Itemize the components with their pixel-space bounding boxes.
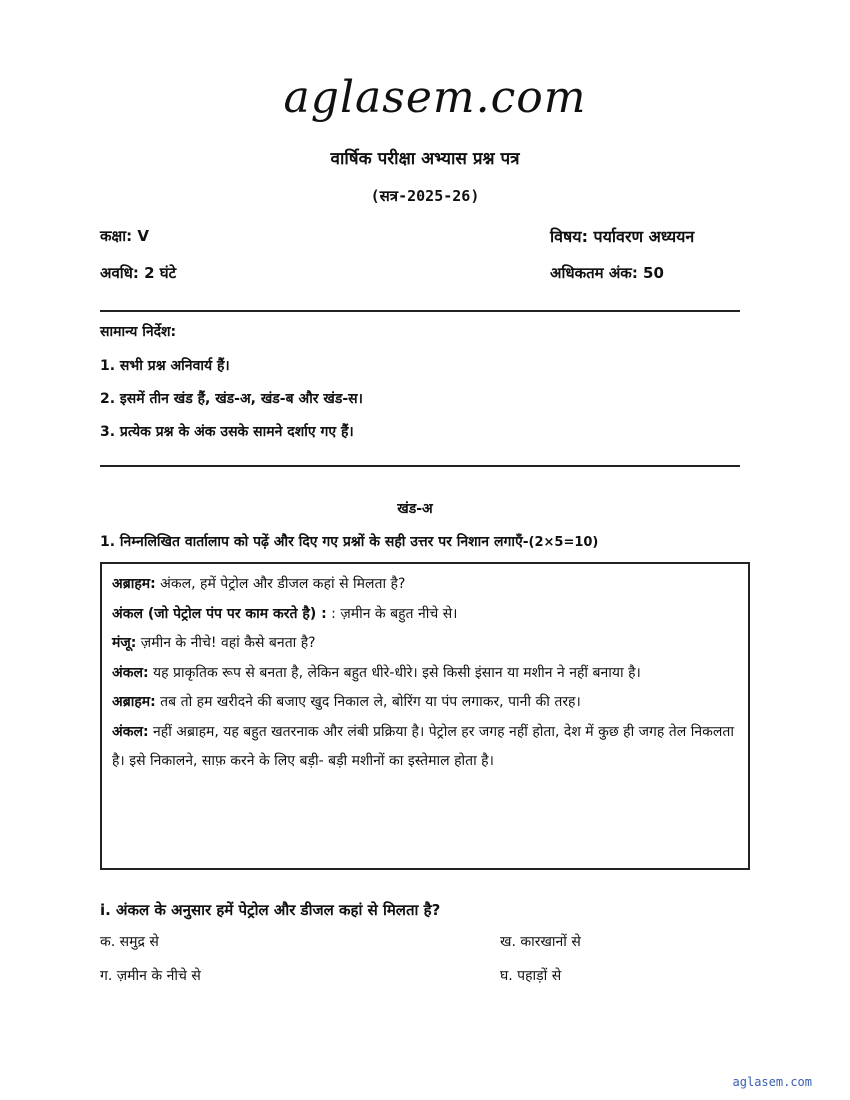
- option-a[interactable]: क. समुद्र से: [100, 934, 159, 950]
- divider: [100, 465, 740, 467]
- dialogue-line: [112, 570, 738, 600]
- sub-question: i. अंकल के अनुसार हमें पेट्रोल और डीजल कहां से मिलता है?: [100, 901, 441, 919]
- dialogue-line: [112, 659, 738, 689]
- line-text: ज़मीन के नीचे! वहां कैसे बनता है?: [136, 635, 316, 651]
- section-title: खंड-अ: [397, 501, 433, 517]
- dialogue-box: [100, 562, 750, 870]
- speaker: अब्राहम:: [112, 576, 156, 592]
- instruction-item: 1. सभी प्रश्न अनिवार्य हैं।: [100, 358, 230, 374]
- line-text: यह प्राकृतिक रूप से बनता है, लेकिन बहुत धीरे-धीरे। इसे किसी इंसान या मशीन ने नहीं बनाया है।: [148, 664, 641, 681]
- question-1: [100, 532, 598, 551]
- speaker: अंकल (जो पेट्रोल पंप पर काम करते है) :: [112, 605, 327, 622]
- question-text: 1. निम्नलिखित वार्तालाप को पढ़ें और दिए गए प्रश्नों के सही उत्तर पर निशान लगाएँ-: [100, 534, 529, 550]
- duration-label: अवधि: 2 घंटे: [100, 264, 177, 282]
- line-text: तब तो हम खरीदने की बजाए खुद निकाल ले, बोरिंग या पंप लगाकर, पानी की तरह।: [155, 694, 581, 710]
- instruction-item: 2. इसमें तीन खंड हैं, खंड-अ, खंड-ब और खंड-स।: [100, 391, 363, 407]
- max-marks-label: अधिकतम अंक: 50: [550, 264, 664, 282]
- option-b[interactable]: ख. कारखानों से: [500, 934, 581, 950]
- option-c[interactable]: ग. ज़मीन के नीचे से: [100, 968, 201, 984]
- speaker: मंजू:: [112, 635, 137, 651]
- instructions-heading: सामान्य निर्देश:: [100, 324, 177, 340]
- speaker: अब्राहम:: [112, 694, 156, 710]
- paper-title: वार्षिक परीक्षा अभ्यास प्रश्न पत्र: [330, 149, 520, 169]
- class-label: कक्षा: V: [100, 227, 149, 245]
- divider: [100, 310, 740, 312]
- speaker: अंकल:: [112, 664, 149, 681]
- session: (सत्र-2025-26): [370, 187, 480, 205]
- dialogue-line: [112, 600, 738, 630]
- footer-link[interactable]: aglasem.com: [732, 1075, 812, 1089]
- dialogue-line: [112, 688, 738, 718]
- speaker: अंकल:: [112, 723, 149, 740]
- line-text: अंकल, हमें पेट्रोल और डीजल कहां से मिलता है?: [155, 576, 406, 592]
- subject-label: विषय: पर्यावरण अध्ययन: [550, 227, 695, 246]
- instruction-item: 3. प्रत्येक प्रश्न के अंक उसके सामने दर्शाए गए हैं।: [100, 424, 354, 440]
- line-text: : ज़मीन के बहुत नीचे से।: [326, 605, 458, 622]
- option-d[interactable]: घ. पहाड़ों से: [500, 968, 562, 984]
- dialogue-line: [112, 718, 738, 777]
- dialogue-line: [112, 629, 738, 659]
- aglasem-logo: aglasem.com: [283, 72, 587, 123]
- question-marks: (2×5=10): [528, 535, 599, 550]
- line-text: नहीं अब्राहम, यह बहुत खतरनाक और लंबी प्रक्रिया है। पेट्रोल हर जगह नहीं होता, देश में कुछ ही जगह तेल निकलता है। इसे निकालने, साफ़ करने के लिए बड़ी- बड़ी मशीनों का इस्तेमाल होता है।: [112, 723, 734, 769]
